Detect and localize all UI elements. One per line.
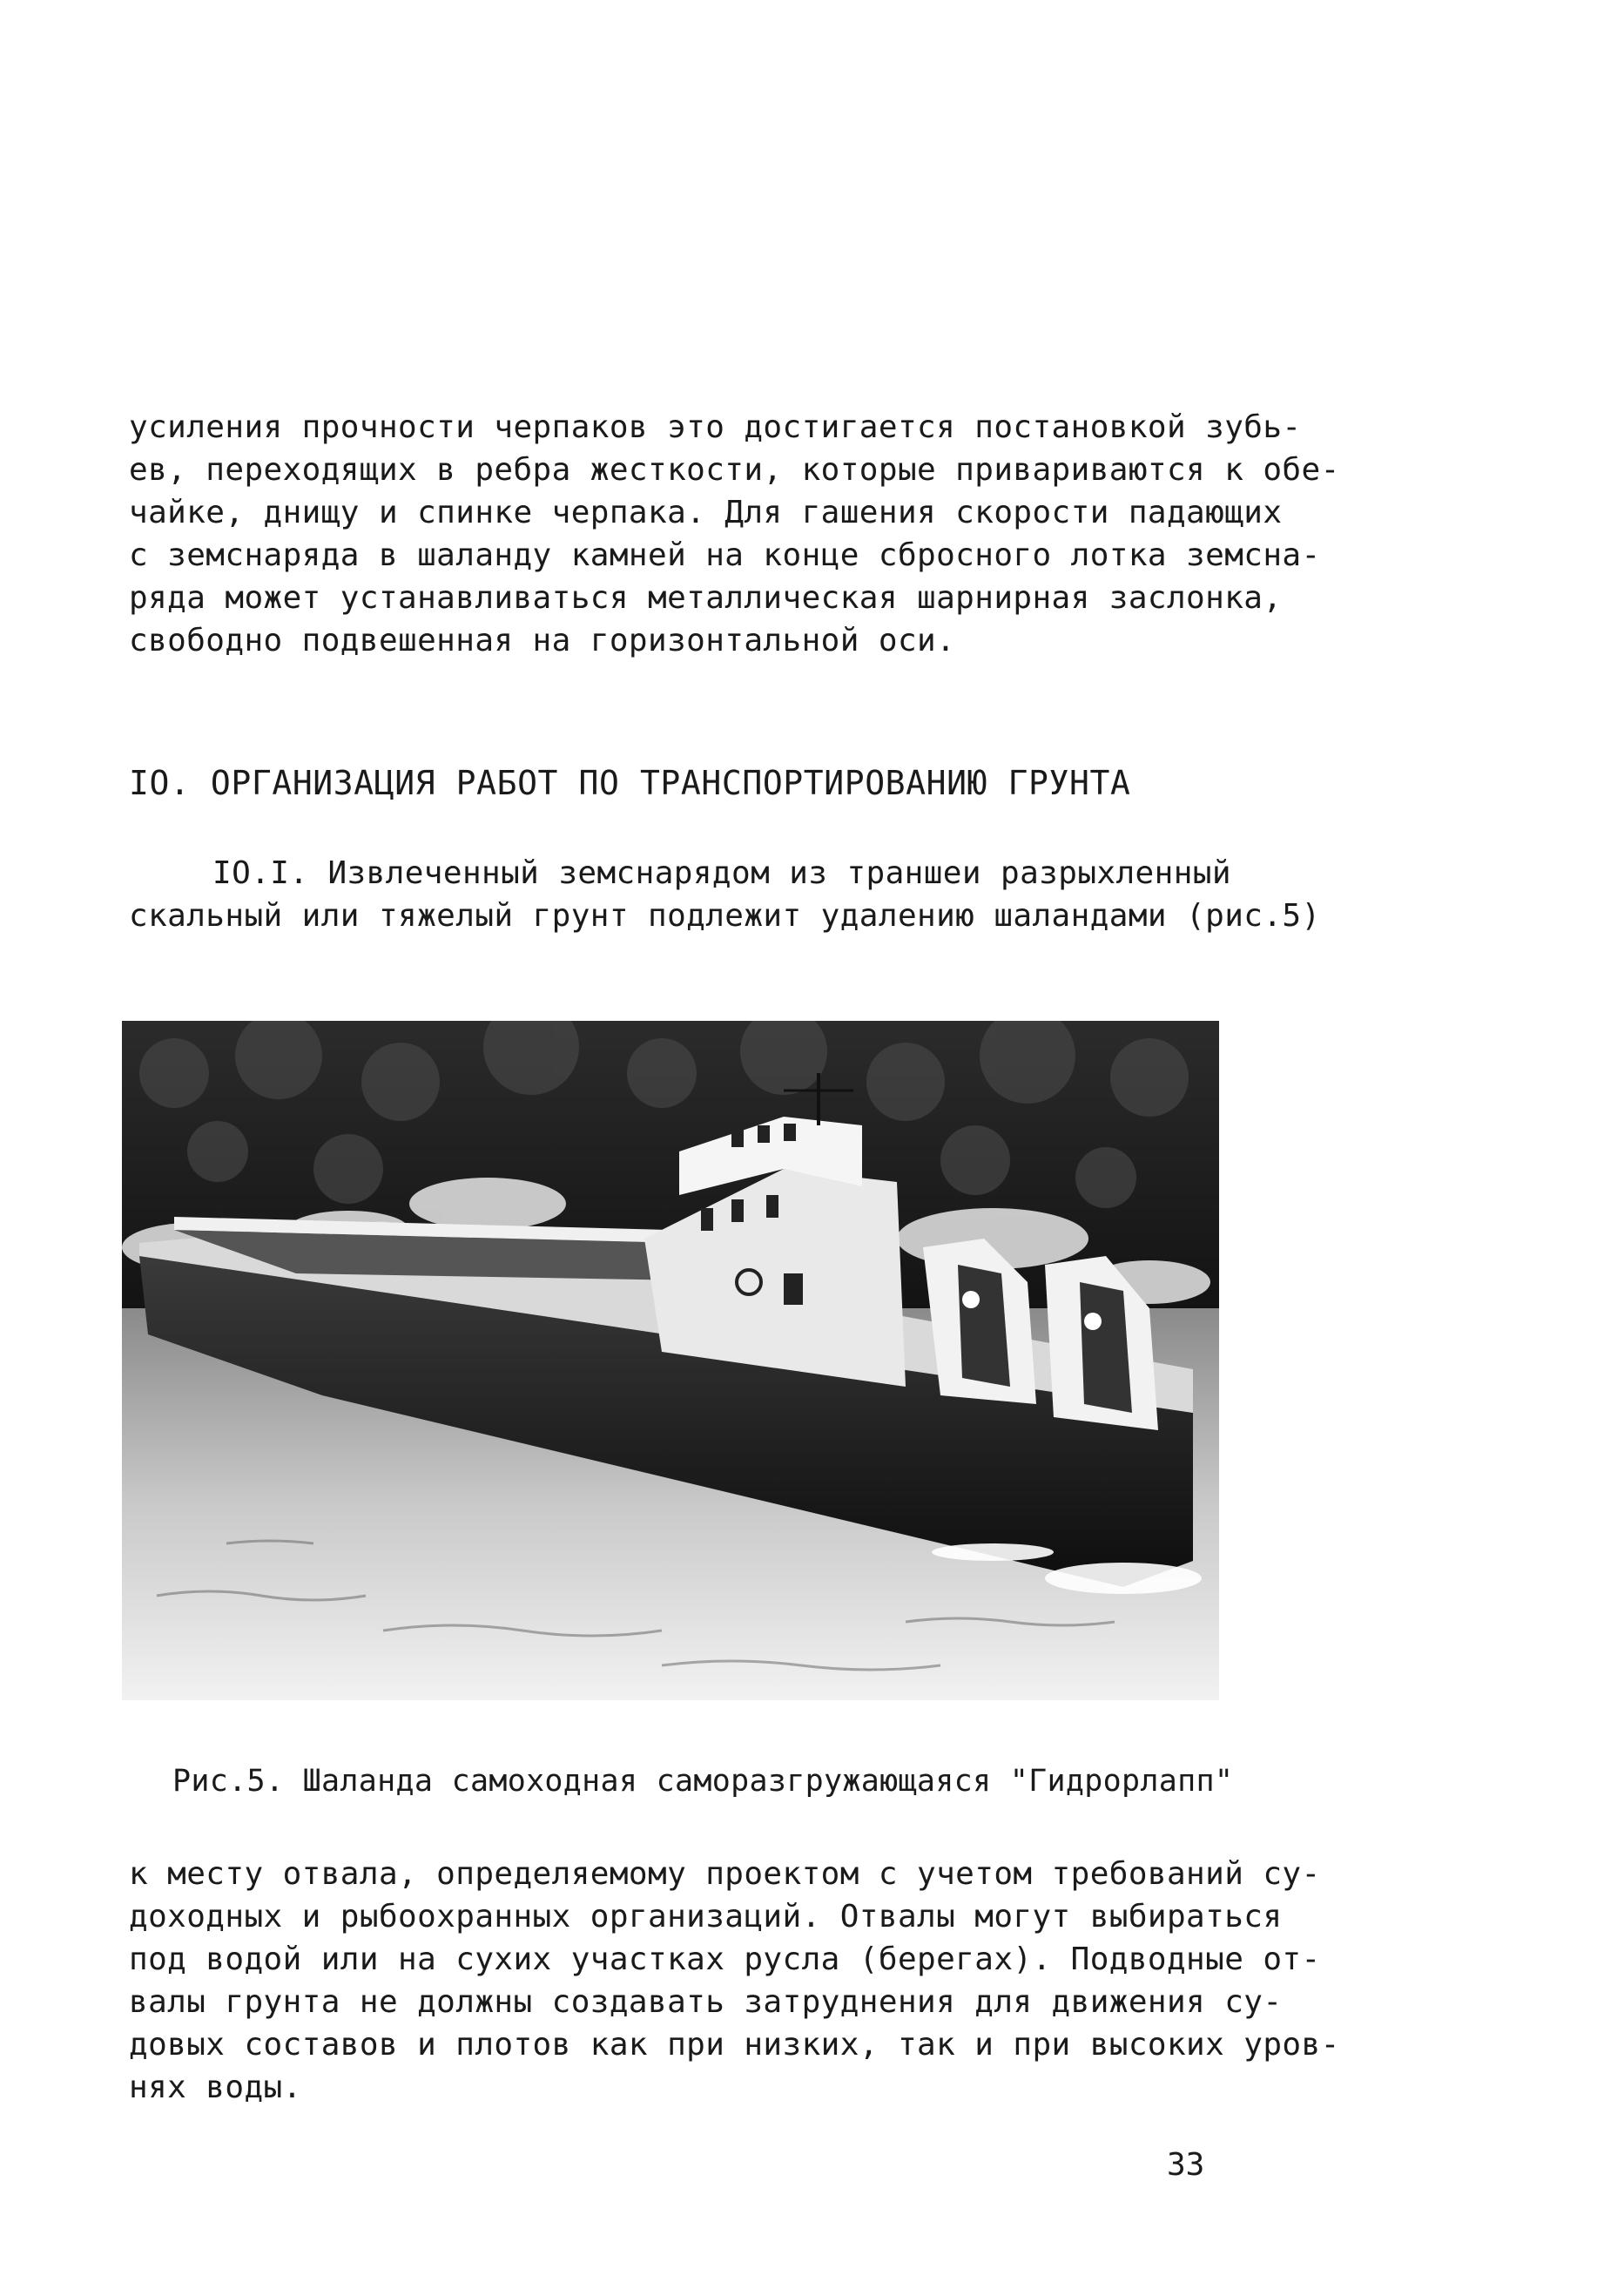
text-line: IO.I. Извлеченный земснарядом из траншеи разрыхленный bbox=[212, 855, 1231, 891]
page-number: 33 bbox=[1167, 2147, 1205, 2183]
paragraph-10-1 bbox=[129, 852, 1321, 937]
text-line: усиления прочности черпаков это достигается постановкой зубь- bbox=[129, 409, 1302, 445]
figure-caption: Рис.5. Шаланда самоходная саморазгружающаяся "Гидрорлапп" bbox=[172, 1764, 1234, 1799]
text-line: валы грунта не должны создавать затруднения для движения су- bbox=[129, 1984, 1283, 2020]
text-line: чайке, днищу и спинке черпака. Для гашения скорости падающих bbox=[129, 495, 1283, 530]
continuation-paragraph bbox=[129, 1853, 1340, 2109]
text-line: свободно подвешенная на горизонтальной оси. bbox=[129, 623, 956, 658]
text-line: к месту отвала, определяемому проектом с учетом требований су- bbox=[129, 1856, 1321, 1892]
barge-photograph bbox=[122, 1021, 1219, 1700]
text-line: скальный или тяжелый грунт подлежит удалению шаландами (рис.5) bbox=[129, 898, 1321, 934]
text-line: под водой или на сухих участках русла (берегах). Подводные от- bbox=[129, 1941, 1321, 1977]
text-line: ев, переходящих в ребра жесткости, которые привариваются к обе- bbox=[129, 452, 1340, 488]
text-line: довых составов и плотов как при низких, так и при высоких уров- bbox=[129, 2027, 1340, 2063]
text-line: нях воды. bbox=[129, 2070, 302, 2105]
section-heading: IO. ОРГАНИЗАЦИЯ РАБОТ ПО ТРАНСПОРТИРОВАНИЮ ГРУНТА bbox=[129, 764, 1131, 802]
text-line: с земснаряда в шаланду камней на конце сбросного лотка земсна- bbox=[129, 537, 1321, 573]
text-line: доходных и рыбоохранных организаций. Отвалы могут выбираться bbox=[129, 1899, 1283, 1935]
intro-paragraph bbox=[129, 406, 1340, 662]
text-line: ряда может устанавливаться металлическая шарнирная заслонка, bbox=[129, 580, 1283, 616]
